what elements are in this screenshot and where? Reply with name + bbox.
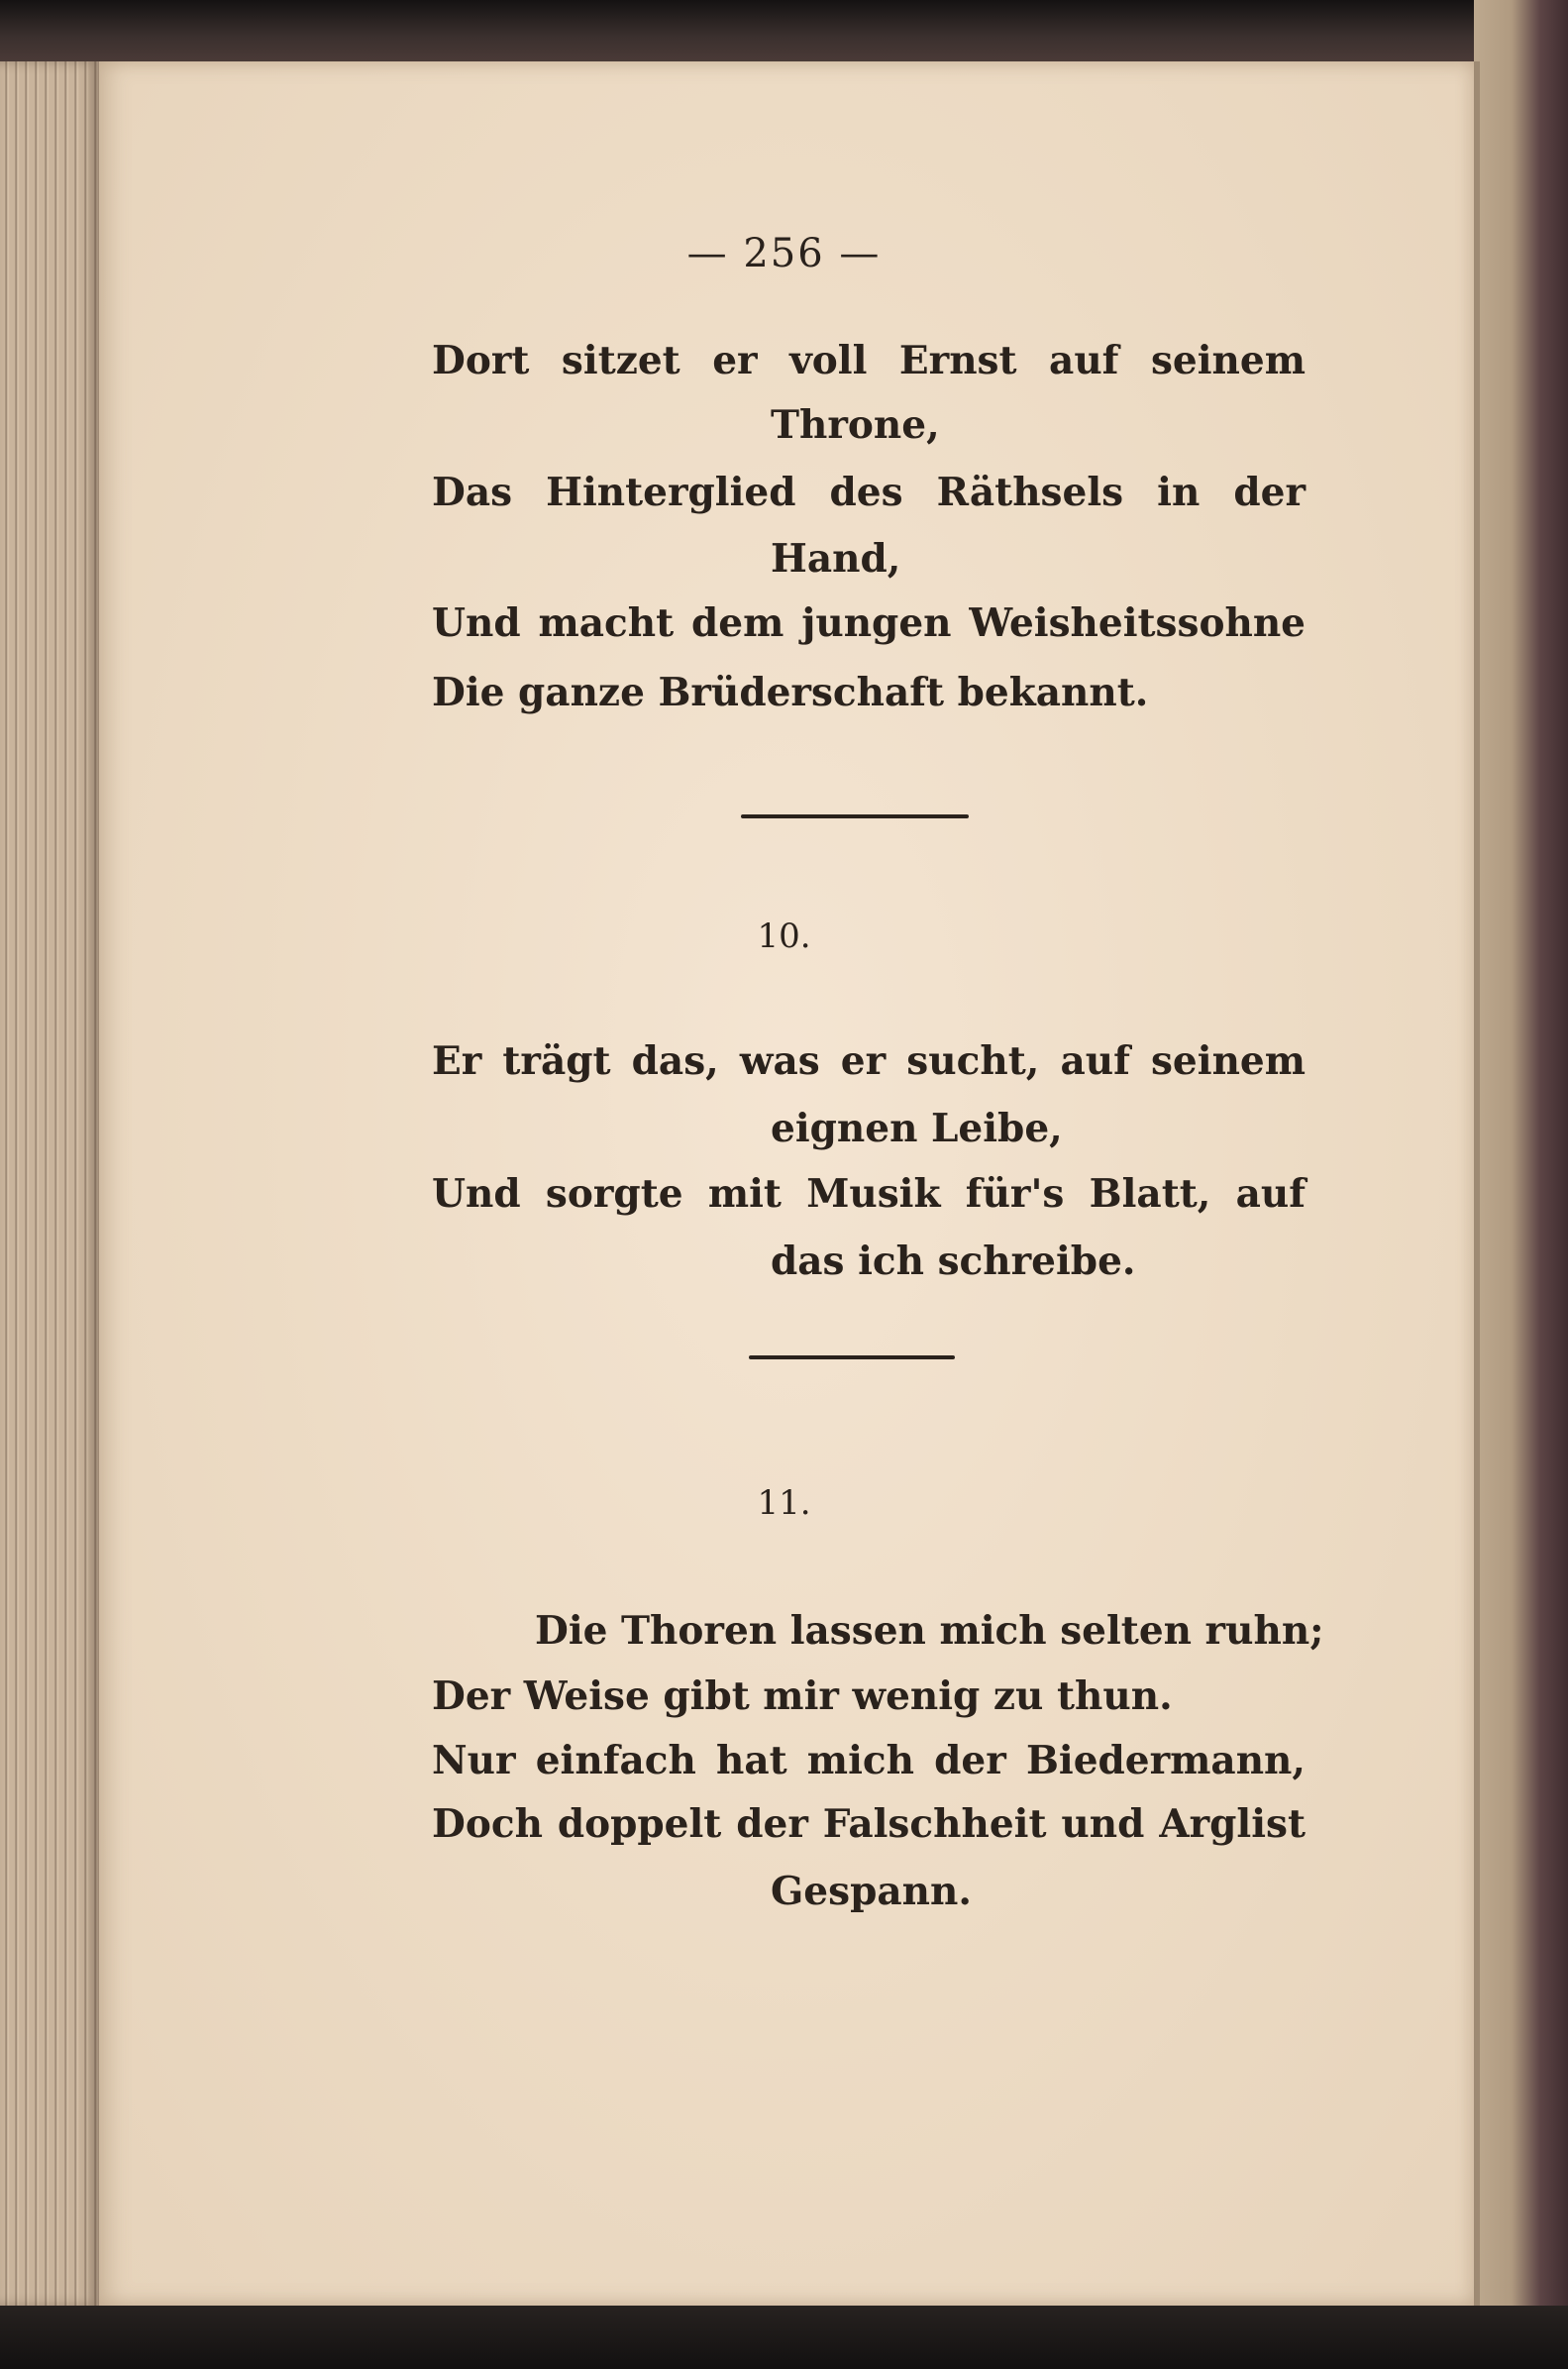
book-cover-top [0, 0, 1568, 61]
section-divider [749, 1355, 955, 1359]
page-stack-edge [0, 61, 99, 2306]
verse-line: Nur einfach hat mich der Biedermann, [432, 1738, 1306, 1783]
book-cover-bottom [0, 2306, 1568, 2369]
verse-line: Gespann. [771, 1869, 972, 1914]
verse-line: das ich schreibe. [771, 1238, 1136, 1284]
verse-line: Doch doppelt der Falschheit und Arglist [432, 1801, 1306, 1847]
verse-line: Und sorgte mit Musik für's Blatt, auf [432, 1171, 1306, 1217]
verse-line: Und macht dem jungen Weisheitssohne [432, 600, 1306, 646]
verse-line: Der Weise gibt mir wenig zu thun. [432, 1673, 1173, 1719]
verse-line: Die Thoren lassen mich selten ruhn; [535, 1608, 1324, 1654]
verse-line: Die ganze Brüderschaft bekannt. [432, 670, 1149, 715]
page-gutter-edge [1474, 61, 1480, 2306]
verse-line: eignen Leibe, [771, 1106, 1063, 1151]
book-cover-right [1474, 0, 1568, 2369]
verse-line: Hand, [771, 536, 901, 582]
verse-line: Das Hinterglied des Räthsels in der [432, 470, 1306, 515]
page-number: — 256 — [686, 231, 882, 276]
verse-line: Er trägt das, was er sucht, auf seinem [432, 1038, 1306, 1084]
riddle-number: 11. [757, 1483, 811, 1523]
verse-line: Dort sitzet er voll Ernst auf seinem [432, 338, 1306, 383]
riddle-number: 10. [757, 916, 811, 956]
verse-line: Throne, [771, 402, 940, 448]
section-divider [741, 814, 969, 818]
